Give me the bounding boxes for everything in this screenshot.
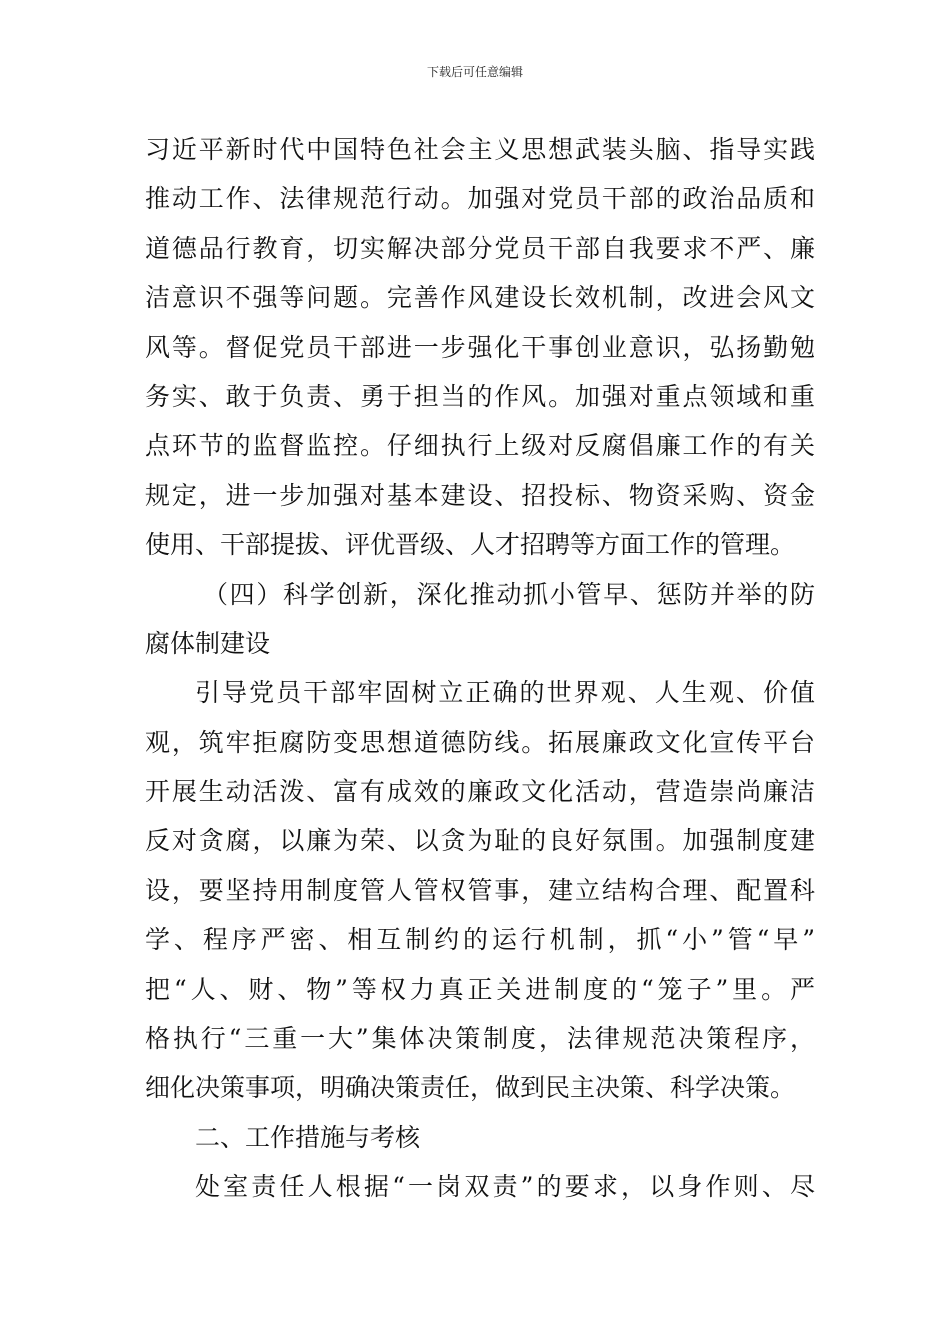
paragraph-line: 推动工作、法律规范行动。加强对党员干部的政治品质和 [145, 184, 815, 214]
paragraph-line: 务实、敢于负责、勇于担当的作风。加强对重点领域和重 [145, 381, 815, 411]
paragraph-line: 习近平新时代中国特色社会主义思想武装头脑、指导实践 [145, 135, 815, 164]
page-header: 下载后可任意编辑 [426, 65, 523, 79]
paragraph-line: 道德品行教育，切实解决部分党员干部自我要求不严、廉 [145, 233, 815, 263]
paragraph-line: 使用、干部提拔、评优晋级、人才招聘等方面工作的管理。 [145, 530, 796, 560]
paragraph-line: 观，筑牢拒腐防变思想道德防线。拓展廉政文化宣传平台 [145, 727, 815, 757]
paragraph-line: 风等。督促党员干部进一步强化干事创业意识，弘扬勤勉 [145, 332, 815, 362]
paragraph-line: 把“人、财、物”等权力真正关进制度的“笼子”里。严 [145, 974, 815, 1004]
paragraph-line: 细化决策事项，明确决策责任，做到民主决策、科学决策。 [145, 1073, 796, 1103]
paragraph-line: 格执行“三重一大”集体决策制度，法律规范决策程序， [145, 1024, 815, 1054]
paragraph-line: 洁意识不强等问题。完善作风建设长效机制，改进会风文 [145, 283, 815, 313]
section-heading-line: （四）科学创新，深化推动抓小管早、惩防并举的防 [203, 579, 815, 609]
paragraph-line: 反对贪腐，以廉为荣、以贪为耻的良好氛围。加强制度建 [145, 826, 815, 856]
paragraph-line: 设，要坚持用制度管人管权管事，建立结构合理、配置科 [145, 875, 815, 905]
paragraph-line: 引导党员干部牢固树立正确的世界观、人生观、价值 [195, 678, 815, 708]
paragraph-line: 处室责任人根据“一岗双责”的要求，以身作则、尽 [195, 1172, 815, 1202]
section-heading: 二、工作措施与考核 [195, 1122, 421, 1152]
section-heading-line: 腐体制建设 [145, 628, 271, 658]
paragraph-line: 点环节的监督监控。仔细执行上级对反腐倡廉工作的有关 [145, 431, 815, 461]
paragraph-line: 学、程序严密、相互制约的运行机制，抓“小”管“早” [145, 925, 815, 955]
document-body [145, 125, 815, 1212]
paragraph-line: 规定，进一步加强对基本建设、招投标、物资采购、资金 [145, 480, 815, 510]
paragraph-line: 开展生动活泼、富有成效的廉政文化活动，营造崇尚廉洁 [145, 777, 815, 807]
